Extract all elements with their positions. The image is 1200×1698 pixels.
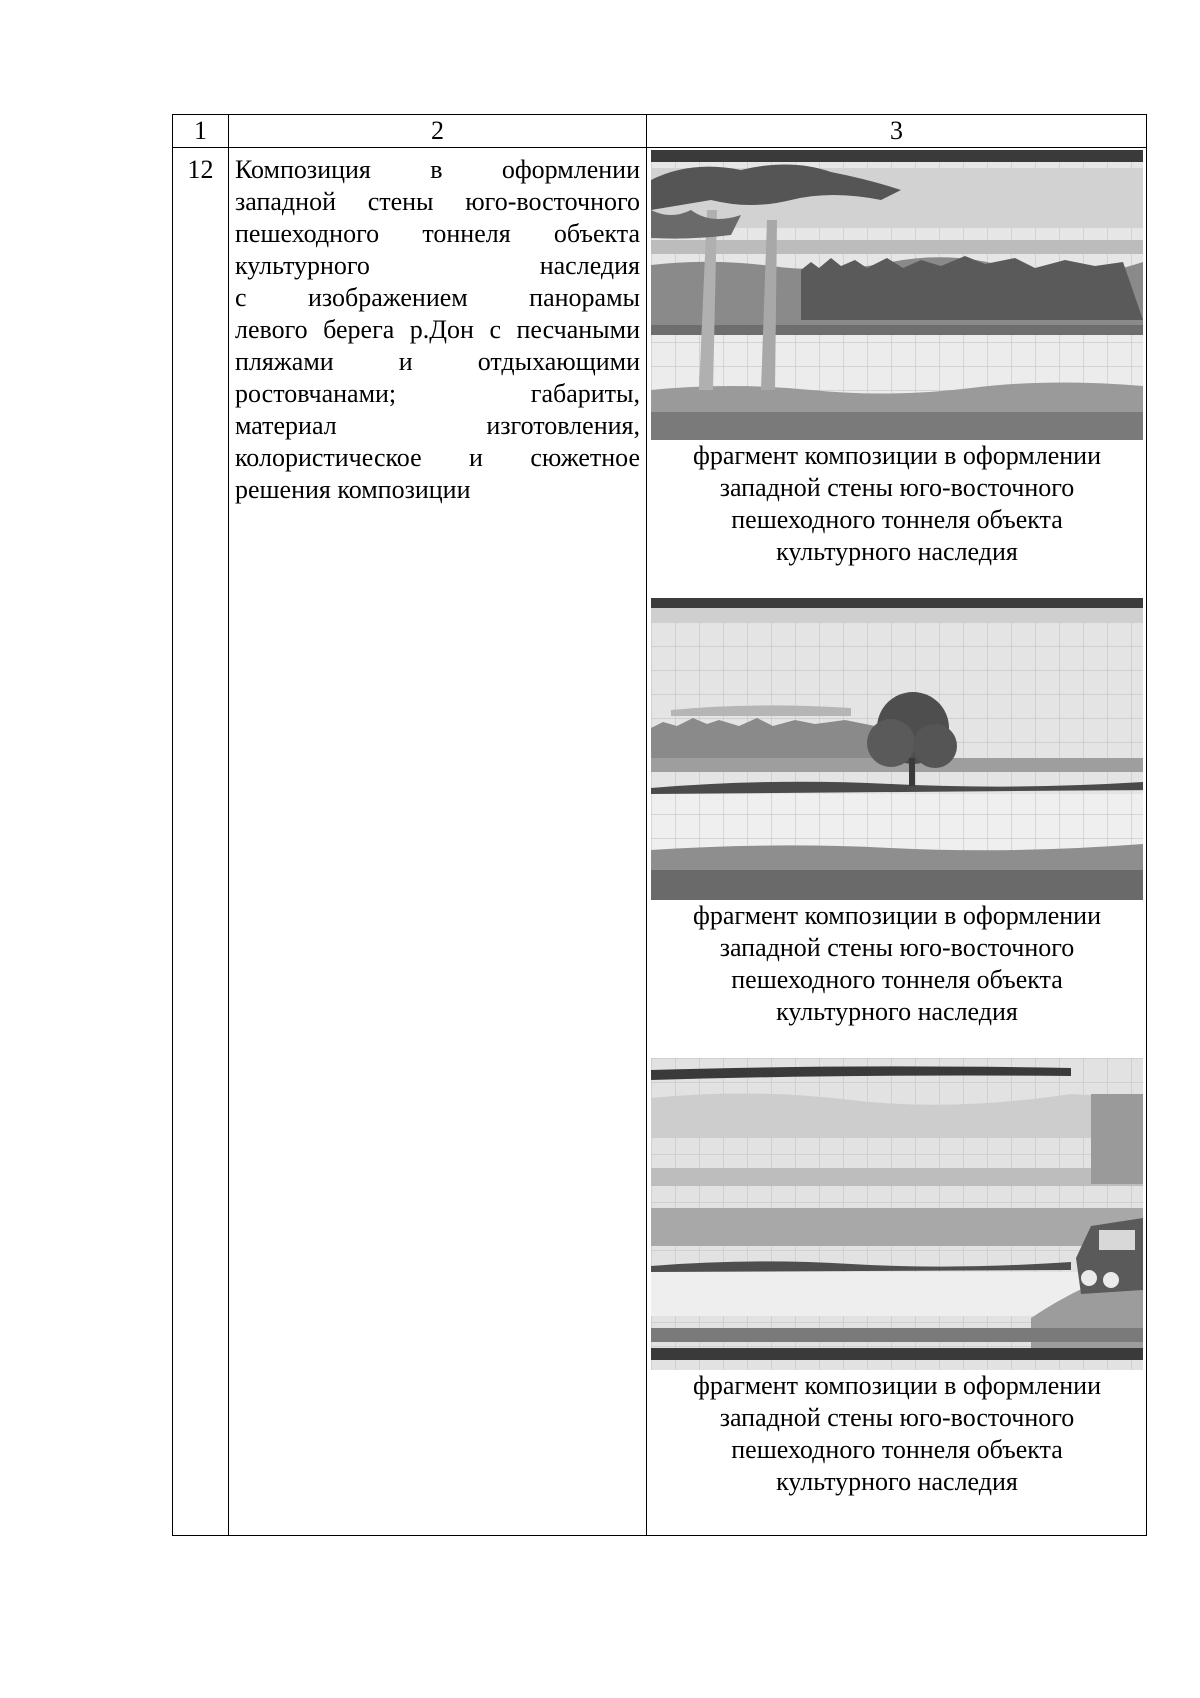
- fragment-2: [647, 598, 1147, 1028]
- table-header-row: [173, 115, 1147, 148]
- description-line: ростовчанами; габариты,: [235, 379, 640, 408]
- caption-line: культурного наследия: [776, 1467, 1018, 1496]
- description-line: пешеходного тоннеля объекта: [235, 219, 640, 248]
- fragment-caption: [647, 440, 1147, 568]
- header-col-3: 3: [647, 115, 1147, 148]
- row-description: [229, 148, 647, 1536]
- caption-line: пешеходного тоннеля объекта: [731, 965, 1063, 994]
- description-line: колористическое и сюжетное: [235, 443, 640, 472]
- mural-fragment-car-image: [651, 1058, 1143, 1370]
- caption-line: западной стены юго-восточного: [719, 1403, 1075, 1432]
- caption-line: пешеходного тоннеля объекта: [731, 1435, 1063, 1464]
- description-line: пляжами и отдыхающими: [235, 347, 640, 376]
- header-col-2: 2: [229, 115, 647, 148]
- mural-fragment-single-tree-image: [651, 598, 1143, 900]
- caption-line: пешеходного тоннеля объекта: [731, 505, 1063, 534]
- header-col-1: 1: [173, 115, 229, 148]
- row-number: 12: [173, 148, 229, 1536]
- heritage-table: [172, 114, 1147, 1536]
- caption-line: фрагмент композиции в оформлении: [692, 901, 1102, 930]
- description-line: Композиция в оформлении: [235, 155, 640, 184]
- caption-line: культурного наследия: [776, 537, 1018, 566]
- description-line: левого берега р.Дон с песчаными: [235, 315, 640, 344]
- caption-line: западной стены юго-восточного: [719, 473, 1075, 502]
- description-line: культурного наследия: [235, 251, 640, 280]
- description-line: с изображением панорамы: [235, 283, 640, 312]
- caption-line: фрагмент композиции в оформлении: [692, 1371, 1102, 1400]
- fragment-caption: [647, 1370, 1147, 1498]
- caption-line: фрагмент композиции в оформлении: [692, 441, 1102, 470]
- fragment-caption: [647, 900, 1147, 1028]
- description-line: решения композиции: [235, 475, 471, 504]
- mural-fragment-trees-beach-image: [651, 150, 1143, 440]
- row-images: [647, 148, 1147, 1536]
- caption-line: культурного наследия: [776, 997, 1018, 1026]
- description-line: материал изготовления,: [235, 411, 640, 440]
- fragment-1: [647, 150, 1147, 568]
- fragment-3: [647, 1058, 1147, 1498]
- description-line: западной стены юго-восточного: [235, 187, 640, 216]
- caption-line: западной стены юго-восточного: [719, 933, 1075, 962]
- table-row: [173, 148, 1147, 1536]
